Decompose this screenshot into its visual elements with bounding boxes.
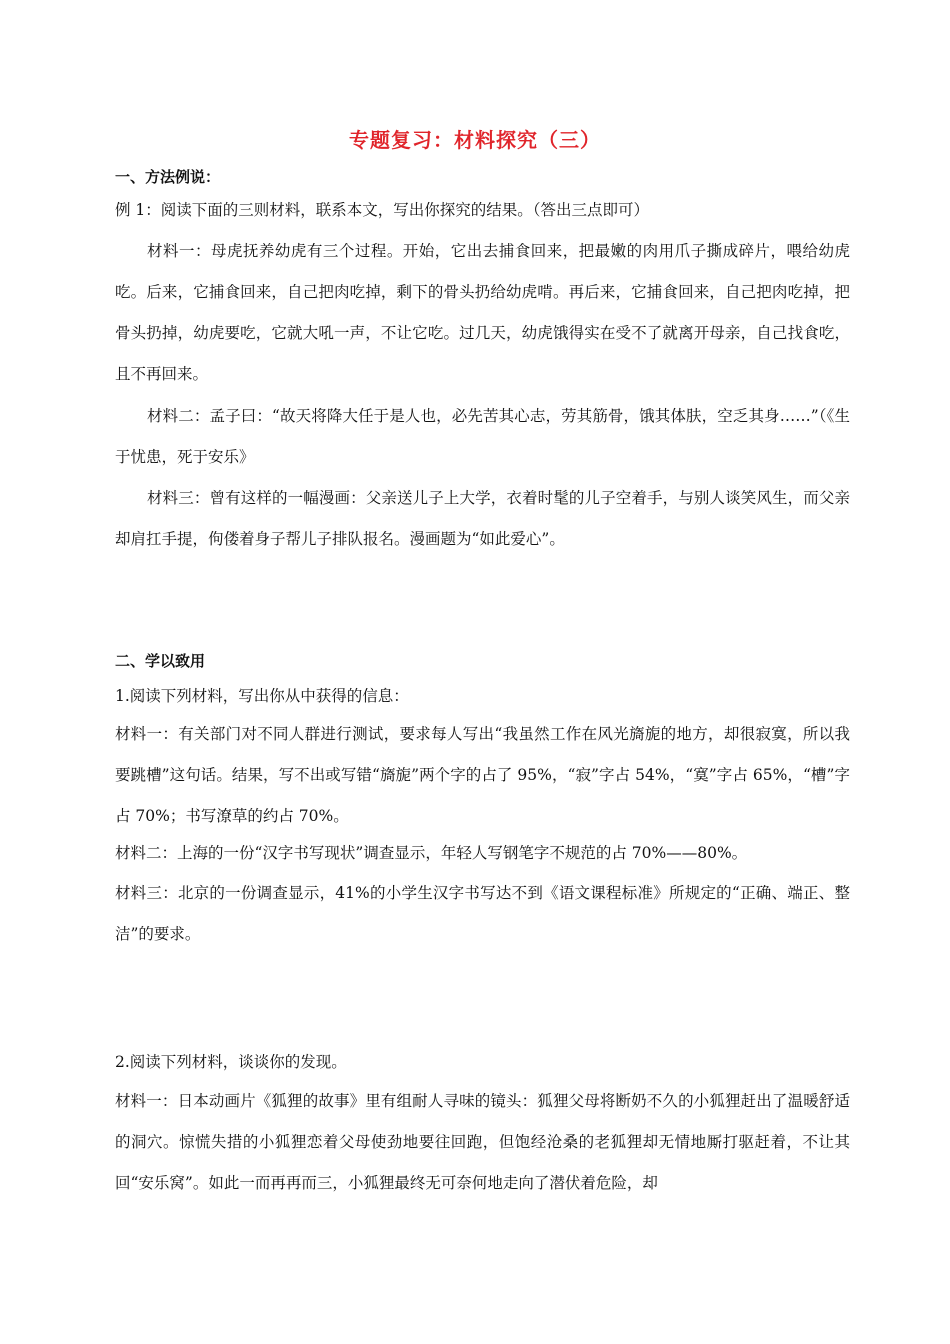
question-2-material-1: 材料一：日本动画片《狐狸的故事》里有组耐人寻味的镜头：狐狸父母将断奶不久的小狐狸赶出了温暖舒适的洞穴。惊慌失措的小狐狸恋着父母使劲地要往回跑，但饱经沧桑的老狐狸却无情地厮打驱赶着，不让其回“安乐窝”。如此一而再再而三，小狐狸最终无可奈何地走向了潜伏着危险，却 [115,1092,850,1192]
section-heading-method: 一、方法例说： [115,168,221,186]
material-1-paragraph: 材料一：母虎抚养幼虎有三个过程。开始，它出去捕食回来，把最嫩的肉用爪子撕成碎片，喂给幼虎吃。后来，它捕食回来，自己把肉吃掉，剩下的骨头扔给幼虎啃。再后来，它捕食回来，自己把肉吃掉，把骨头扔掉，幼虎要吃，它就大吼一声，不让它吃。过几天，幼虎饿得实在受不了就离开母亲，自己找食吃，且不再回来。 [115,242,850,383]
question-2-prompt: 2.阅读下列材料，谈谈你的发现。 [115,1053,347,1071]
question-1-material-2: 材料二：上海的一份“汉字书写现状”调查显示，年轻人写钢笔字不规范的占 70%——80%。 [115,844,748,862]
question-1-material-3: 材料三：北京的一份调查显示，41%的小学生汉字书写达不到《语文课程标准》所规定的“正确、端正、整洁”的要求。 [115,884,850,943]
page-title: 专题复习：材料探究（三） [349,128,601,152]
material-2-paragraph: 材料二：孟子曰：“故天将降大任于是人也，必先苦其心志，劳其筋骨，饿其体肤，空乏其身……”（《生于忧患，死于安乐》 [115,407,850,466]
question-1-material-1: 材料一：有关部门对不同人群进行测试，要求每人写出“我虽然工作在风光旖旎的地方，却很寂寞，所以我要跳槽”这句话。结果，写不出或写错“旖旎”两个字的占了 95%，“寂”字占 54%，“寞”字占 65%，“槽”字占 70%；书写潦草的约占 70%。 [115,725,850,825]
section-heading-apply: 二、学以致用 [115,652,206,670]
question-1-prompt: 1.阅读下列材料，写出你从中获得的信息： [115,687,409,705]
material-3-paragraph: 材料三：曾有这样的一幅漫画：父亲送儿子上大学，衣着时髦的儿子空着手，与别人谈笑风生，而父亲却肩扛手提，佝偻着身子帮儿子排队报名。漫画题为“如此爱心”。 [115,489,850,548]
example-prompt: 例 1：阅读下面的三则材料，联系本文，写出你探究的结果。（答出三点即可） [115,201,650,219]
